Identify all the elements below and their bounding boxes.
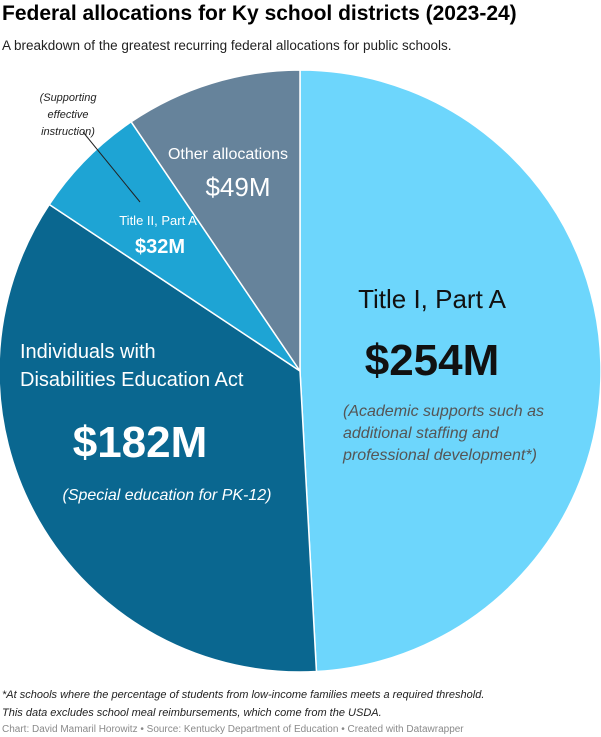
footnote-asterisk: *At schools where the percentage of students from low-income families meets a required threshold. [2, 689, 485, 701]
footnote-exclusion: This data excludes school meal reimbursements, which come from the USDA. [2, 707, 382, 719]
slice-label-other: Other allocations [167, 146, 289, 163]
slice-label-title1: Title I, Part A [358, 284, 506, 314]
chart-credit: Chart: David Mamaril Horowitz • Source: Kentucky Department of Education • Created with Datawrapper [2, 724, 464, 735]
slice-value-title2: $32M [134, 236, 186, 258]
slice-value-title1: $254M [364, 336, 500, 385]
slice-value-idea: $182M [72, 418, 208, 467]
slice-note-title1: (Academic supports such as additional staffing and professional development*) [343, 403, 544, 464]
slice-label-title2: Title II, Part A [119, 213, 197, 228]
slice-note-idea: (Special education for PK-12) [62, 487, 272, 504]
slice-label-idea: Individuals with Disabilities Education Act [20, 341, 244, 391]
footnotes [2, 686, 484, 722]
chart-subtitle: A breakdown of the greatest recurring federal allocations for public schools. [2, 38, 452, 53]
slice-note-title2: (Supporting effective instruction) [39, 92, 97, 138]
slice-value-other: $49M [205, 172, 271, 202]
pie-chart [0, 70, 601, 680]
chart-title: Federal allocations for Ky school districts (2023-24) [2, 2, 517, 25]
